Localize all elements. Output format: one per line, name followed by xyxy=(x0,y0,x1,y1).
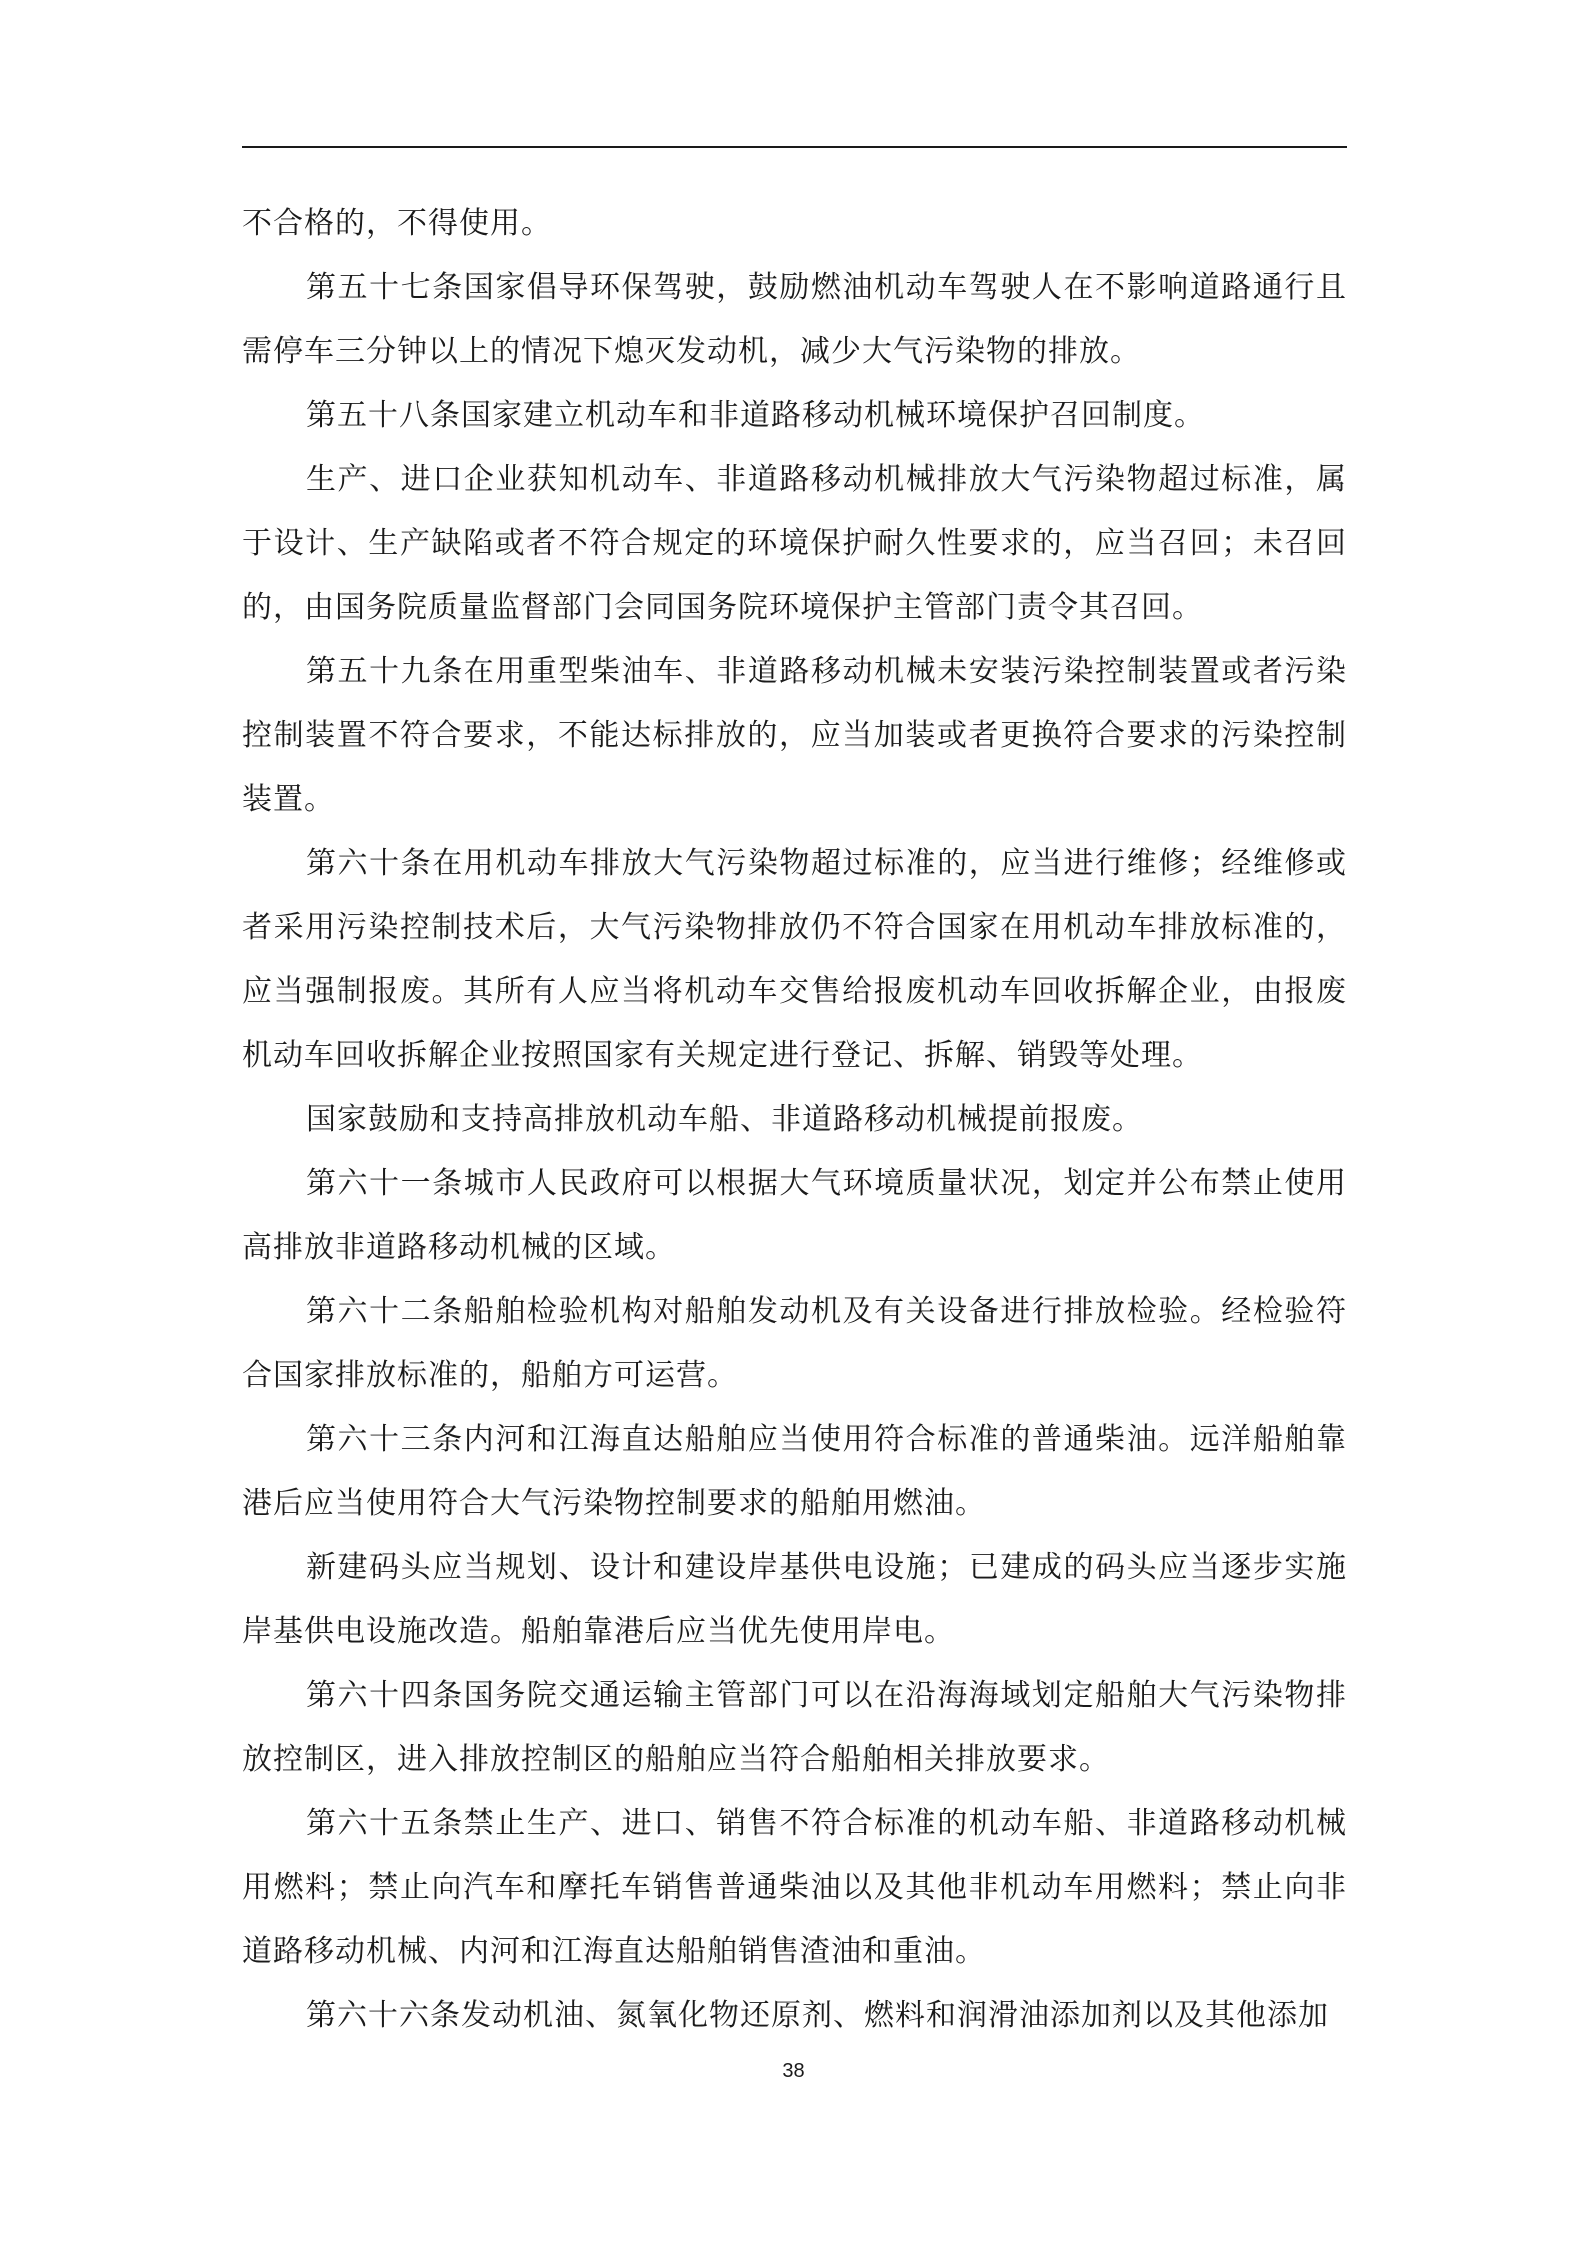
paragraph: 第六十四条国务院交通运输主管部门可以在沿海海域划定船舶大气污染物排放控制区，进入排放控制区的船舶应当符合船舶相关排放要求。 xyxy=(242,1678,1347,1777)
paragraph: 第六十六条发动机油、氮氧化物还原剂、燃料和润滑油添加剂以及其他添加 xyxy=(306,1998,1329,2033)
paragraph: 第六十一条城市人民政府可以根据大气环境质量状况，划定并公布禁止使用高排放非道路移动机械的区域。 xyxy=(242,1166,1347,1265)
paragraph: 不合格的，不得使用。 xyxy=(242,206,552,241)
header-rule xyxy=(242,146,1347,148)
paragraph: 第六十三条内河和江海直达船舶应当使用符合标准的普通柴油。远洋船舶靠港后应当使用符合大气污染物控制要求的船舶用燃油。 xyxy=(242,1422,1347,1521)
paragraph: 第五十八条国家建立机动车和非道路移动机械环境保护召回制度。 xyxy=(306,398,1205,433)
paragraph: 第五十七条国家倡导环保驾驶，鼓励燃油机动车驾驶人在不影响道路通行且需停车三分钟以上的情况下熄灭发动机，减少大气污染物的排放。 xyxy=(242,270,1347,369)
paragraph: 第六十二条船舶检验机构对船舶发动机及有关设备进行排放检验。经检验符合国家排放标准的，船舶方可运营。 xyxy=(242,1294,1347,1393)
paragraph: 第六十五条禁止生产、进口、销售不符合标准的机动车船、非道路移动机械用燃料；禁止向汽车和摩托车销售普通柴油以及其他非机动车用燃料；禁止向非道路移动机械、内河和江海直达船舶销售渣油和重油。 xyxy=(242,1806,1347,1969)
paragraph: 生产、进口企业获知机动车、非道路移动机械排放大气污染物超过标准，属于设计、生产缺陷或者不符合规定的环境保护耐久性要求的，应当召回；未召回的，由国务院质量监督部门会同国务院环境保护主管部门责令其召回。 xyxy=(242,462,1347,625)
page-number: 38 xyxy=(782,2060,805,2082)
body-text xyxy=(242,192,1347,2048)
paragraph: 新建码头应当规划、设计和建设岸基供电设施；已建成的码头应当逐步实施岸基供电设施改造。船舶靠港后应当优先使用岸电。 xyxy=(242,1550,1347,1649)
paragraph: 第六十条在用机动车排放大气污染物超过标准的，应当进行维修；经维修或者采用污染控制技术后，大气污染物排放仍不符合国家在用机动车排放标准的，应当强制报废。其所有人应当将机动车交售给报废机动车回收拆解企业，由报废机动车回收拆解企业按照国家有关规定进行登记、拆解、销毁等处理。 xyxy=(242,846,1347,1073)
paragraph: 国家鼓励和支持高排放机动车船、非道路移动机械提前报废。 xyxy=(306,1102,1143,1137)
paragraph: 第五十九条在用重型柴油车、非道路移动机械未安装污染控制装置或者污染控制装置不符合要求，不能达标排放的，应当加装或者更换符合要求的污染控制装置。 xyxy=(242,654,1347,817)
